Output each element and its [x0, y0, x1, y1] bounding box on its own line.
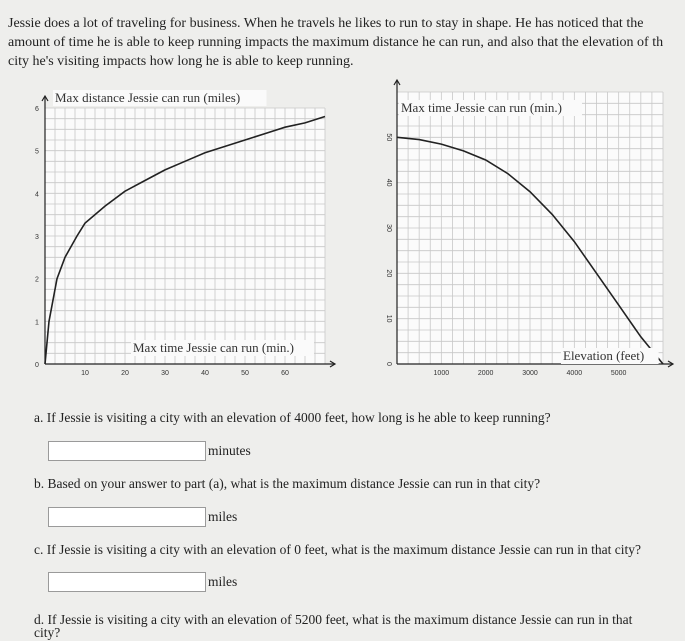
time-vs-elevation-chart [345, 78, 685, 388]
x-tick-label: 10 [81, 370, 89, 377]
y-tick-label: 6 [35, 106, 39, 113]
x-tick-label: 1000 [433, 370, 450, 377]
answer-c-input[interactable] [48, 572, 206, 592]
intro-line-3: city he's visiting impacts how long he is able to keep running. [8, 54, 354, 69]
y-tick-label: 10 [385, 314, 392, 323]
x-axis-label: Elevation (feet) [563, 348, 645, 363]
question-a: a. If Jessie is visiting a city with an elevation of 4000 feet, how long is he able to keep running? [34, 410, 551, 425]
y-tick-label: 0 [385, 362, 392, 366]
chart-title: Max time Jessie can run (min.) [401, 100, 563, 115]
answer-c-unit: miles [208, 574, 238, 589]
x-tick-label: 3000 [522, 370, 538, 377]
y-tick-label: 5 [35, 148, 39, 156]
y-tick-label: 3 [35, 234, 39, 241]
intro-line-1: Jessie does a lot of traveling for business. When he travels he likes to run to stay in shape. He has noticed that the [8, 16, 644, 31]
answer-b-input[interactable] [48, 507, 206, 527]
x-tick-label: 30 [161, 370, 169, 377]
x-tick-label: 5000 [610, 370, 627, 377]
y-tick-label: 0 [35, 362, 39, 369]
x-tick-label: 4000 [566, 370, 583, 377]
x-tick-label: 40 [201, 370, 209, 377]
problem-intro [8, 14, 680, 71]
y-tick-label: 40 [385, 178, 392, 187]
y-tick-label: 30 [385, 224, 392, 232]
answer-a-unit: minutes [208, 443, 251, 458]
chart-title: Max distance Jessie can run (miles) [55, 90, 241, 105]
intro-line-2: amount of time he is able to keep running impacts the maximum distance he can run, and also that the elevation of th [8, 35, 664, 50]
x-tick-label: 50 [241, 370, 249, 377]
y-tick-label: 50 [385, 133, 392, 142]
y-tick-label: 2 [35, 276, 39, 284]
x-axis-label: Max time Jessie can run (min.) [133, 340, 295, 355]
question-d-continued: city? [34, 625, 61, 640]
question-c: c. If Jessie is visiting a city with an elevation of 0 feet, what is the maximum distance Jessie can run in that city? [34, 542, 641, 557]
y-tick-label: 1 [35, 319, 39, 327]
answer-a-input[interactable] [48, 441, 206, 461]
question-d: d. If Jessie is visiting a city with an elevation of 5200 feet, what is the maximum distance Jessie can run in that [34, 612, 633, 627]
answer-b-unit: miles [208, 509, 238, 524]
distance-vs-time-chart [0, 78, 340, 388]
y-tick-label: 4 [35, 191, 39, 199]
x-tick-label: 20 [121, 370, 129, 377]
x-tick-label: 60 [281, 370, 289, 377]
x-tick-label: 2000 [477, 370, 494, 377]
y-tick-label: 20 [385, 269, 392, 278]
question-b: b. Based on your answer to part (a), what is the maximum distance Jessie can run in that city? [34, 476, 541, 491]
